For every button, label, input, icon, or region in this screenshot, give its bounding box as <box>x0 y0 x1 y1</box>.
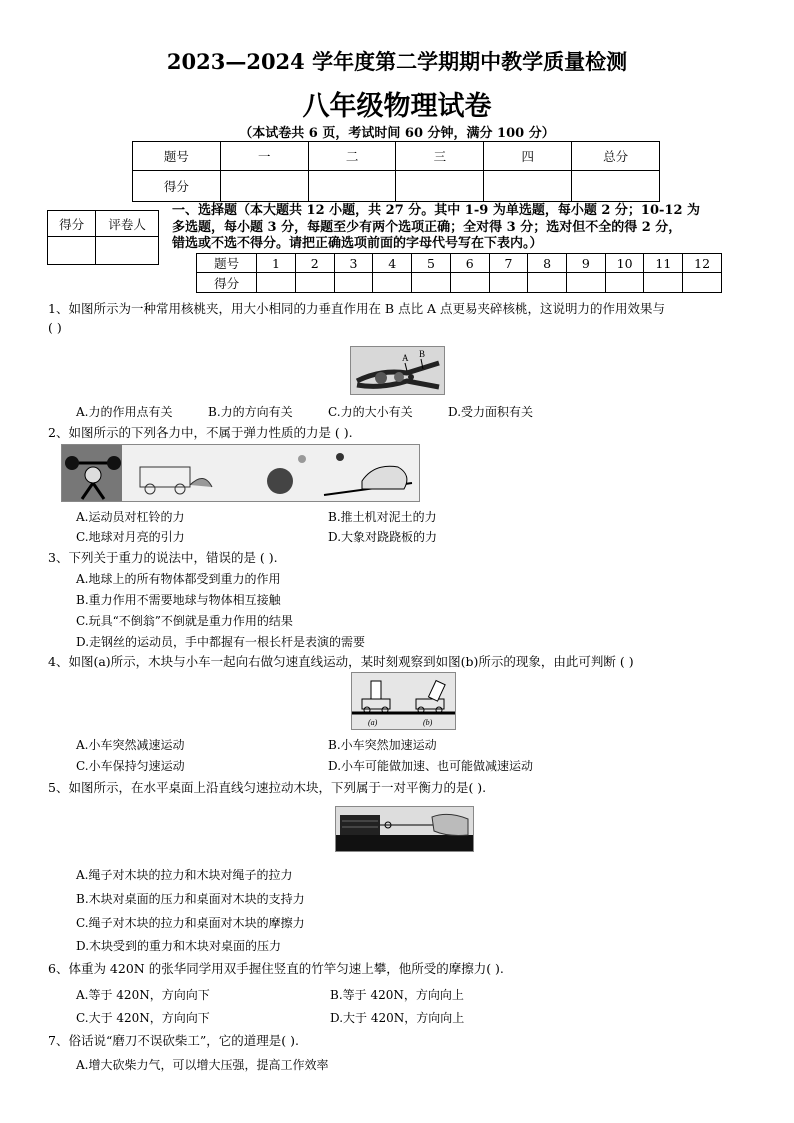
answer-number-row <box>197 254 722 273</box>
q6-option-b[interactable]: B.等于 420N，方向向上 <box>330 988 464 1002</box>
score-header-cell: 四 <box>484 142 572 171</box>
section1-instructions <box>172 203 752 253</box>
answer-row-label: 得分 <box>197 273 257 293</box>
q1-option-c[interactable]: C.力的大小有关 <box>328 405 413 419</box>
answer-number: 2 <box>295 254 334 273</box>
answer-number: 9 <box>567 254 606 273</box>
q3-option-c[interactable]: C.玩具“不倒翁”不倒就是重力作用的结果 <box>76 614 293 628</box>
question-5-stem: 5、如图所示，在水平桌面上沿直线匀速拉动木块，下列属于一对平衡力的是( ). <box>48 780 487 795</box>
exam-subtitle: 八年级物理试卷 <box>302 91 492 122</box>
exam-title: 2023—2024 学年度第二学期期中教学质量检测 <box>166 49 628 74</box>
question-6-stem: 6、体重为 420N 的张华同学用双手握住竖直的竹竿匀速上攀，他所受的摩擦力( ). <box>48 961 504 976</box>
q3-option-a[interactable]: A.地球上的所有物体都受到重力的作用 <box>76 572 281 586</box>
q1-option-a[interactable]: A.力的作用点有关 <box>76 405 173 419</box>
q4-option-c[interactable]: C.小车保持匀速运动 <box>76 759 185 773</box>
q5-option-d[interactable]: D.木块受到的重力和木块对桌面的压力 <box>76 939 282 953</box>
section1-line: 错选或不选不得分。请把正确选项前面的字母代号写在下表内。） <box>172 236 543 251</box>
answer-cell[interactable] <box>373 273 412 293</box>
score-cell[interactable] <box>220 171 308 202</box>
grader-score-cell[interactable] <box>48 237 96 265</box>
question-1-bracket: ( ) <box>48 320 62 335</box>
nutcracker-figure <box>350 346 445 395</box>
section1-line: 多选题，每小题 3 分，每题至少有两个选项正确；全对得 3 分；选对但不全的得 2 分， <box>172 219 682 235</box>
answer-cell[interactable] <box>334 273 373 293</box>
exam-note: （本试卷共 6 页，考试时间 60 分钟，满分 100 分） <box>239 126 555 141</box>
q5-option-b[interactable]: B.木块对桌面的压力和桌面对木块的支持力 <box>76 892 305 906</box>
answer-number: 10 <box>605 254 644 273</box>
grader-name-label: 评卷人 <box>96 211 159 237</box>
score-table-header-row <box>133 142 660 171</box>
q7-option-a[interactable]: A.增大砍柴力气，可以增大压强，提高工作效率 <box>76 1058 329 1072</box>
grader-table <box>47 210 159 265</box>
grader-name-cell[interactable] <box>96 237 159 265</box>
q3-option-d[interactable]: D.走钢丝的运动员，手中都握有一根长杆是表演的需要 <box>76 635 366 649</box>
q4-option-a[interactable]: A.小车突然减速运动 <box>76 738 185 752</box>
answer-number: 8 <box>528 254 567 273</box>
answer-row-label: 题号 <box>197 254 257 273</box>
answer-cell[interactable] <box>567 273 606 293</box>
answer-number: 1 <box>257 254 296 273</box>
q5-option-a[interactable]: A.绳子对木块的拉力和木块对绳子的拉力 <box>76 868 293 882</box>
score-table <box>132 141 660 202</box>
score-cell[interactable] <box>572 171 660 202</box>
answer-number: 7 <box>489 254 528 273</box>
answer-number: 5 <box>412 254 451 273</box>
point-b-label: B <box>419 349 426 359</box>
q2-option-c[interactable]: C.地球对月亮的引力 <box>76 530 185 544</box>
section1-line: 一、选择题（本大题共 12 小题，共 27 分。其中 1-9 为单选题，每小题 2 分；10-12 为 <box>172 203 701 218</box>
cart-block-figure <box>351 672 456 730</box>
q4-option-b[interactable]: B.小车突然加速运动 <box>328 738 437 752</box>
answer-cell[interactable] <box>605 273 644 293</box>
q4-option-d[interactable]: D.小车可能做加速、也可能做减速运动 <box>328 759 534 773</box>
q6-option-a[interactable]: A.等于 420N，方向向下 <box>76 988 210 1002</box>
answer-cell[interactable] <box>528 273 567 293</box>
force-examples-figure <box>61 444 420 502</box>
score-header-cell: 题号 <box>133 142 221 171</box>
score-header-cell: 二 <box>308 142 396 171</box>
q2-option-d[interactable]: D.大象对跷跷板的力 <box>328 530 438 544</box>
question-4-stem: 4、如图(a)所示，木块与小车一起向右做匀速直线运动，某时刻观察到如图(b)所示的现象，由此可判断 ( ) <box>48 654 634 669</box>
score-header-cell: 三 <box>396 142 484 171</box>
score-table-score-row <box>133 171 660 202</box>
q3-option-b[interactable]: B.重力作用不需要地球与物体相互接触 <box>76 593 281 607</box>
answer-cell[interactable] <box>295 273 334 293</box>
score-header-cell: 总分 <box>572 142 660 171</box>
score-cell[interactable] <box>308 171 396 202</box>
score-row-label: 得分 <box>133 171 221 202</box>
answer-score-row <box>197 273 722 293</box>
question-2-stem: 2、如图所示的下列各力中，不属于弹力性质的力是 ( ). <box>48 425 353 440</box>
q1-option-d[interactable]: D.受力面积有关 <box>448 405 534 419</box>
score-header-cell: 一 <box>220 142 308 171</box>
q1-option-b[interactable]: B.力的方向有关 <box>208 405 293 419</box>
figure-a-label: (a) <box>368 718 378 727</box>
q6-option-c[interactable]: C.大于 420N，方向向下 <box>76 1011 210 1025</box>
question-7-stem: 7、俗话说“磨刀不误砍柴工”，它的道理是( ). <box>48 1033 299 1048</box>
answer-cell[interactable] <box>489 273 528 293</box>
answer-cell[interactable] <box>257 273 296 293</box>
answer-cell[interactable] <box>450 273 489 293</box>
answer-cell[interactable] <box>644 273 683 293</box>
q2-option-b[interactable]: B.推土机对泥土的力 <box>328 510 437 524</box>
figure-b-label: (b) <box>423 718 433 727</box>
answer-number: 6 <box>450 254 489 273</box>
answer-cell[interactable] <box>412 273 451 293</box>
score-cell[interactable] <box>484 171 572 202</box>
pulling-block-figure <box>335 806 474 852</box>
answer-number: 11 <box>644 254 683 273</box>
answer-cell[interactable] <box>683 273 722 293</box>
question-3-stem: 3、下列关于重力的说法中，错误的是 ( ). <box>48 550 278 565</box>
point-a-label: A <box>402 353 409 363</box>
question-1-stem: 1、如图所示为一种常用核桃夹，用大小相同的力垂直作用在 B 点比 A 点更易夹碎核桃，这说明力的作用效果与 <box>48 301 666 316</box>
answer-number: 3 <box>334 254 373 273</box>
score-cell[interactable] <box>396 171 484 202</box>
grader-score-label: 得分 <box>48 211 96 237</box>
answer-number: 4 <box>373 254 412 273</box>
q6-option-d[interactable]: D.大于 420N，方向向上 <box>330 1011 465 1025</box>
q5-option-c[interactable]: C.绳子对木块的拉力和桌面对木块的摩擦力 <box>76 916 305 930</box>
answer-number: 12 <box>683 254 722 273</box>
answer-table <box>196 253 722 293</box>
q2-option-a[interactable]: A.运动员对杠铃的力 <box>76 510 185 524</box>
